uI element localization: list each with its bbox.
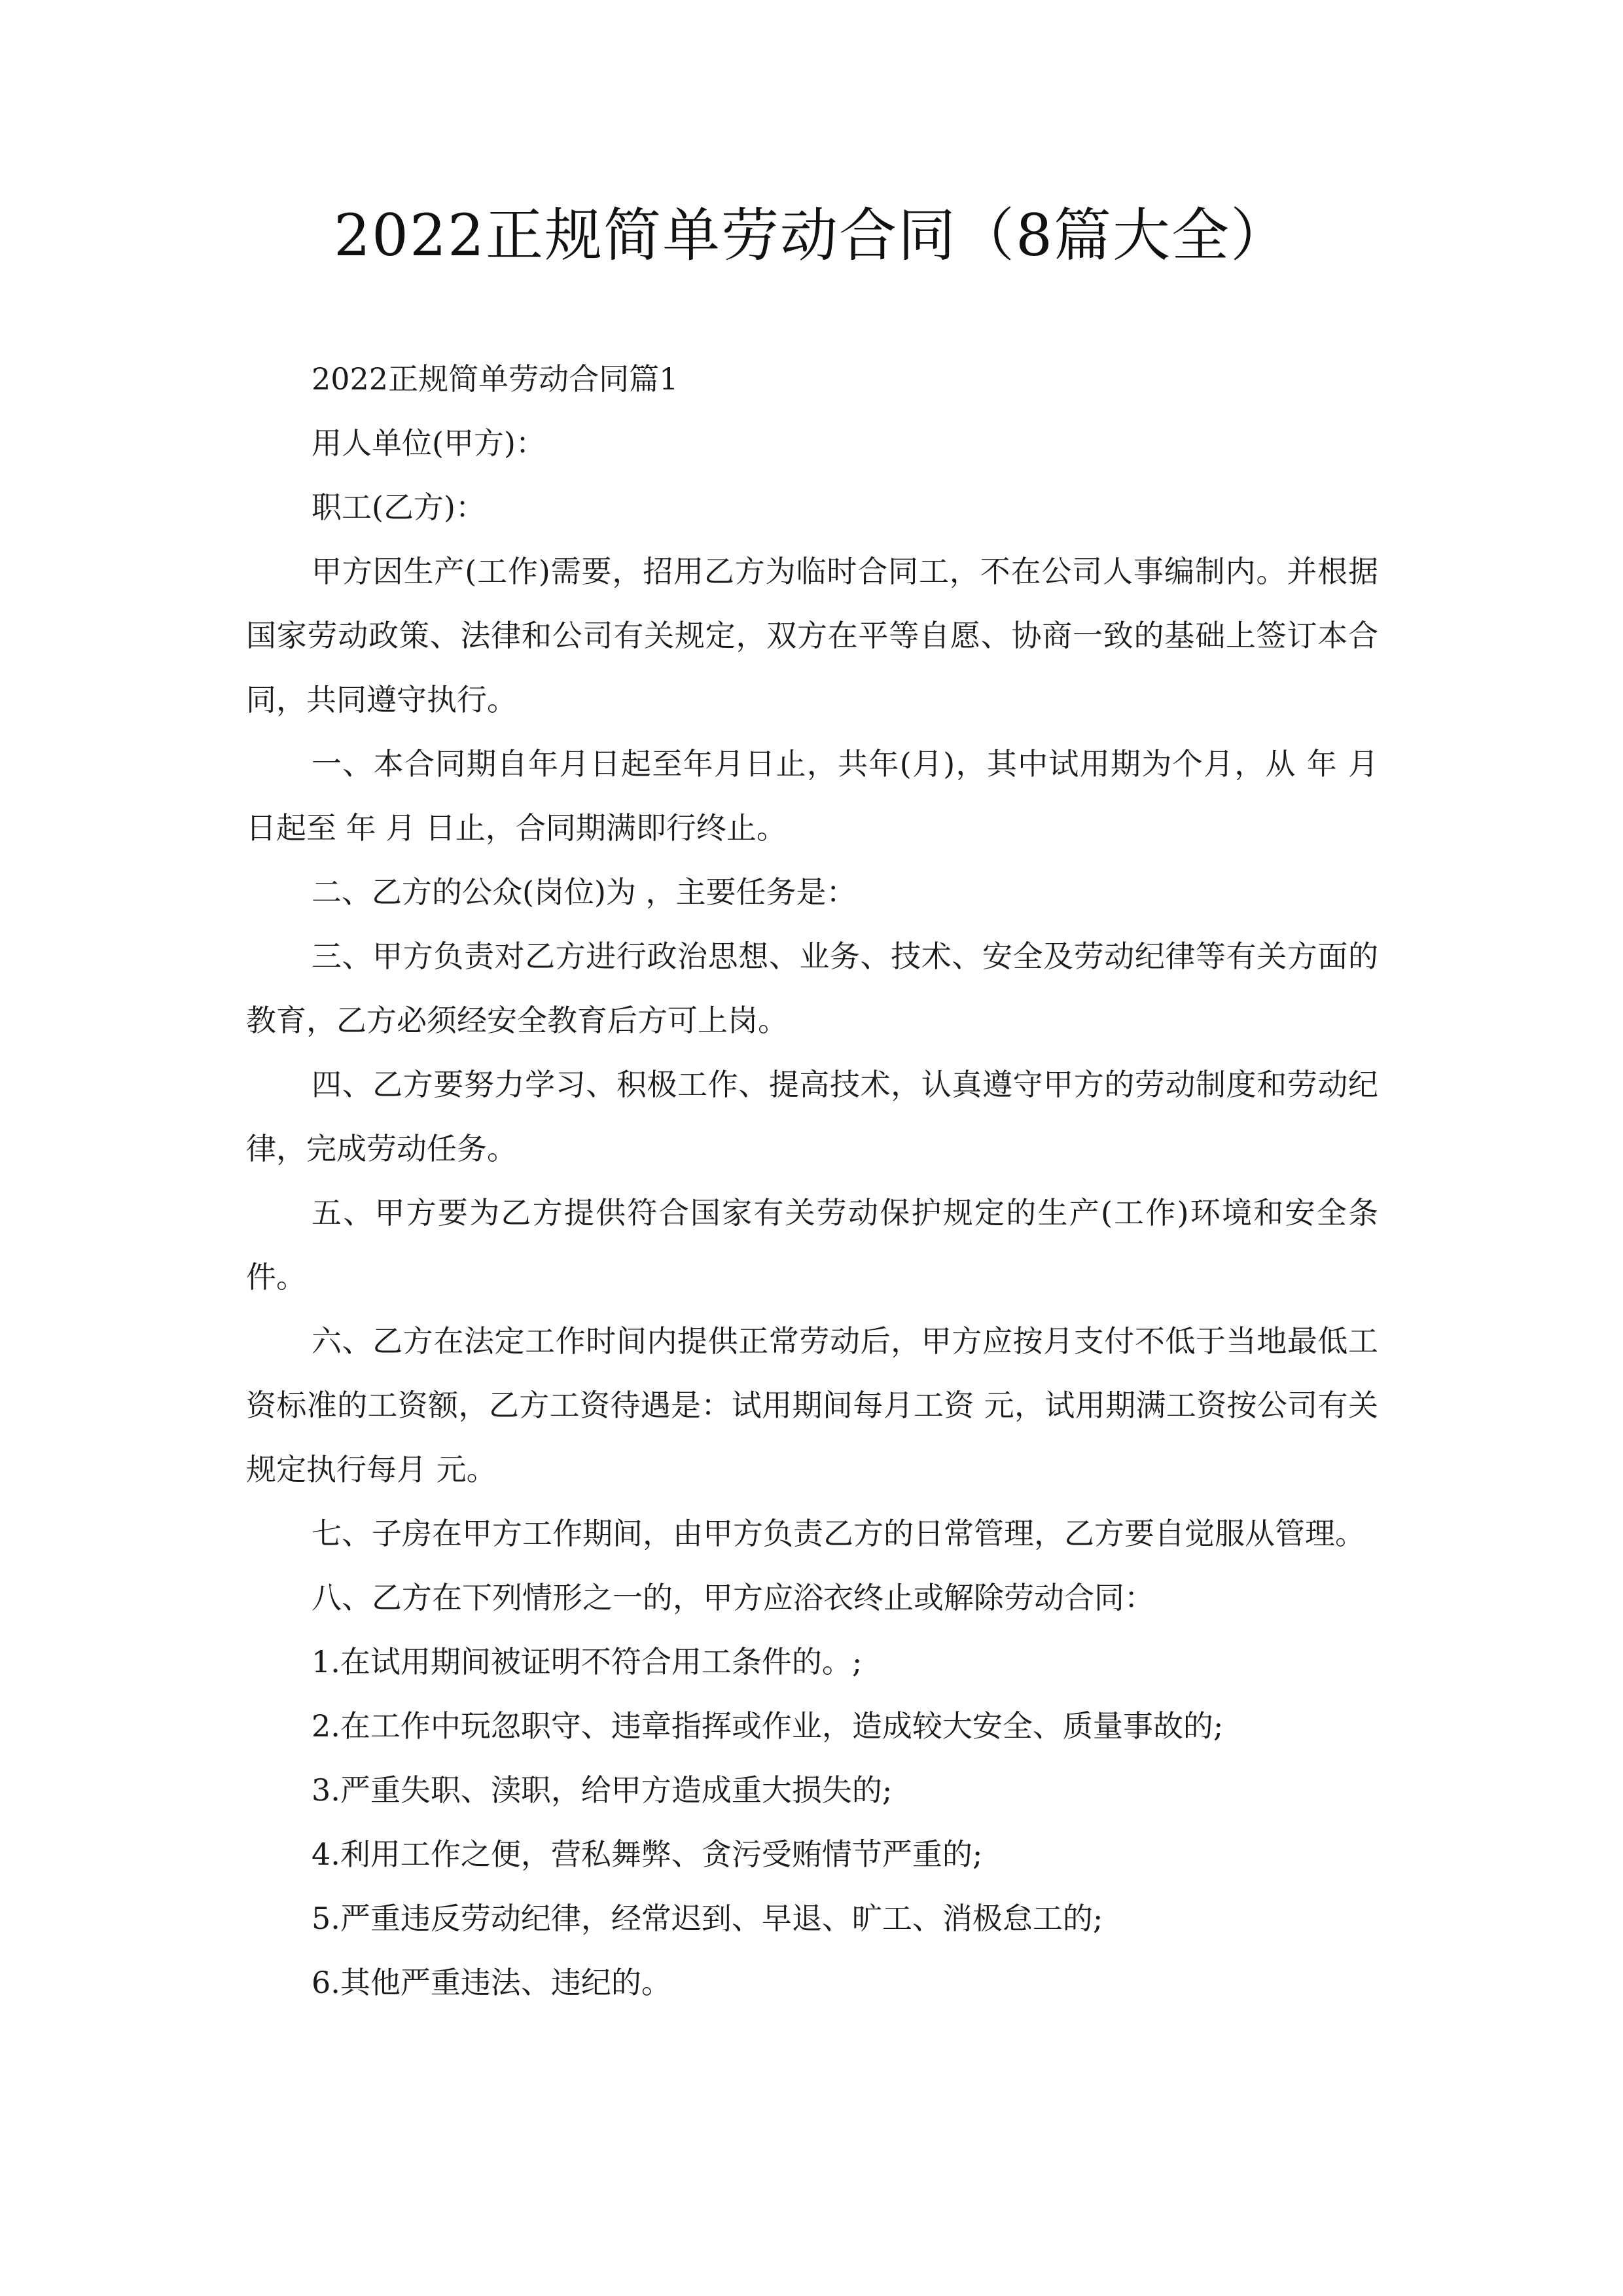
employer-line: 用人单位(甲方)：: [312, 425, 546, 461]
clause-1: 一、本合同期自年月日起至年月日止，共年(月)，其中试用期为个月，从 年 月 日起至 年 月 日止，合同期满即行终止。: [246, 746, 1378, 846]
document-body: [246, 347, 1378, 2015]
list-item: 1.在试用期间被证明不符合用工条件的。;: [312, 1644, 863, 1679]
list-item: 2.在工作中玩忽职守、违章指挥或作业，造成较大安全、质量事故的;: [312, 1708, 1224, 1744]
clause-4: 四、乙方要努力学习、积极工作、提高技术，认真遵守甲方的劳动制度和劳动纪律，完成劳动任务。: [246, 1067, 1378, 1166]
list-item: 6.其他严重违法、违纪的。: [312, 1965, 671, 2000]
section-heading: 2022正规简单劳动合同篇1: [312, 361, 679, 397]
clause-2: 二、乙方的公众(岗位)为 ，主要任务是：: [312, 874, 857, 910]
list-item: 4.利用工作之便，营私舞弊、贪污受贿情节严重的;: [312, 1837, 983, 1872]
document-title: 2022正规简单劳动合同（8篇大全）: [334, 202, 1289, 269]
clause-8: 八、乙方在下列情形之一的，甲方应浴衣终止或解除劳动合同：: [312, 1580, 1154, 1615]
clause-7: 七、子房在甲方工作期间，由甲方负责乙方的日常管理，乙方要自觉服从管理。: [312, 1516, 1365, 1551]
clause-3: 三、甲方负责对乙方进行政治思想、业务、技术、安全及劳动纪律等有关方面的教育，乙方必须经安全教育后方可上岗。: [246, 939, 1378, 1038]
preamble-paragraph: 甲方因生产(工作)需要，招用乙方为临时合同工，不在公司人事编制内。并根据国家劳动政策、法律和公司有关规定，双方在平等自愿、协商一致的基础上签订本合同，共同遵守执行。: [246, 554, 1378, 717]
employee-line: 职工(乙方)：: [312, 490, 486, 525]
list-item: 3.严重失职、渎职，给甲方造成重大损失的;: [312, 1772, 893, 1808]
clause-6: 六、乙方在法定工作时间内提供正常劳动后，甲方应按月支付不低于当地最低工资标准的工资额，乙方工资待遇是：试用期间每月工资 元，试用期满工资按公司有关规定执行每月 元。: [246, 1323, 1378, 1487]
list-item: 5.严重违反劳动纪律，经常迟到、早退、旷工、消极怠工的;: [312, 1901, 1103, 1936]
clause-5: 五、甲方要为乙方提供符合国家有关劳动保护规定的生产(工作)环境和安全条件。: [246, 1195, 1378, 1295]
